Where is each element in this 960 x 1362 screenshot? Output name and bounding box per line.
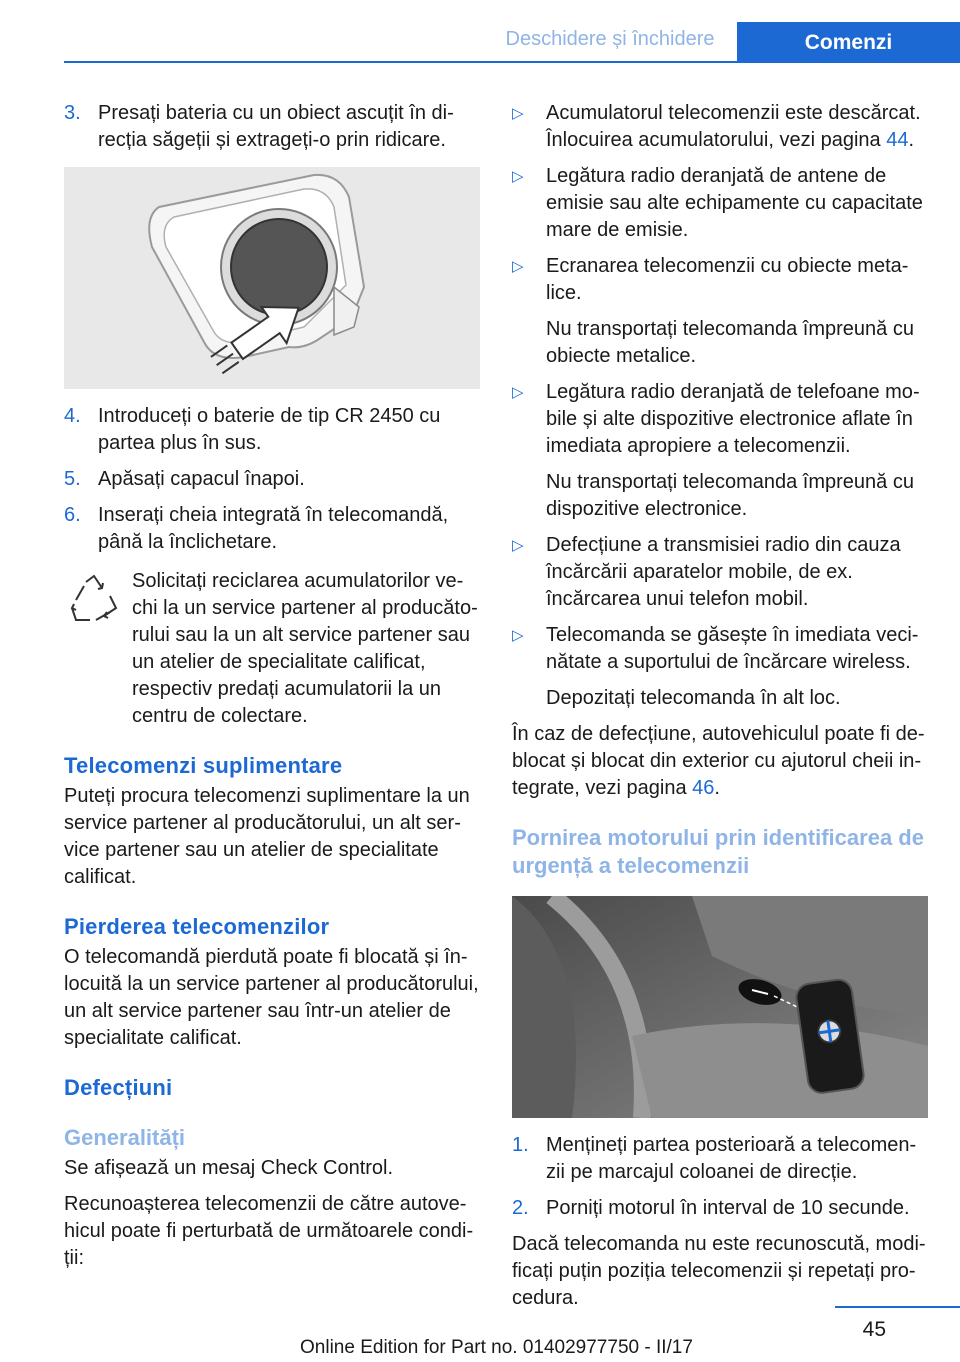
step-text: Porniți motorul în interval de 10 secunde.	[546, 1197, 910, 1219]
step-number: 2.	[512, 1197, 529, 1219]
bullet-triangle-icon: ▷	[512, 537, 524, 554]
page-link-46[interactable]: 46	[692, 777, 715, 799]
punctuation: .	[714, 777, 720, 799]
bullet-text: Defecțiune a transmisiei radio din cauza încărcării aparatelor mobile, de ex. încărcarea unui telefon mobil.	[546, 534, 901, 610]
bullet-triangle-icon: ▷	[512, 105, 524, 122]
bullet-item	[512, 622, 928, 712]
recycle-icon	[64, 572, 122, 630]
page-header	[0, 0, 960, 62]
bullet-triangle-icon: ▷	[512, 258, 524, 275]
paragraph-general-1: Se afișează un mesaj Check Control.	[64, 1157, 394, 1179]
step-text: Presați bateria cu un obiect ascuțit în direcția săgeții și extrageți-o prin ridicare.	[98, 102, 454, 151]
key-battery-illustration	[64, 167, 480, 389]
steering-column-figure	[512, 896, 928, 1118]
heading-defects: Defecțiuni	[64, 1075, 173, 1100]
paragraph-lost-remotes: O telecomandă pierdută poate fi blocată și înlocuită la un service partener al producătorului, un alt service partener sau într-un atelier de specialitate calificat.	[64, 946, 479, 1049]
left-column	[64, 100, 480, 1281]
paragraph-retry: Dacă telecomanda nu este recunoscută, modificați puțin poziția telecomenzii și repetați procedura.	[512, 1233, 926, 1309]
bullet-subtext: Depozitați telecomanda în alt loc.	[546, 687, 841, 709]
paragraph-unlock	[512, 721, 928, 802]
heading-emergency-start: Pornirea motorului prin identificarea de urgență a telecomenzii	[512, 825, 924, 878]
battery-removal-figure	[64, 167, 480, 389]
bullet-text: Telecomanda se găsește în imediata vecinătate a suportului de încărcare wireless.	[546, 624, 919, 673]
paragraph-text: În caz de defecțiune, autovehiculul poate fi deblocat și blocat din exterior cu ajutorul cheii integrate, vezi pagina	[512, 723, 925, 799]
recycling-note	[64, 568, 480, 730]
bullet-subtext: Nu transportați telecomanda împreună cu obiecte metalice.	[546, 318, 914, 367]
step-1	[512, 1132, 928, 1186]
heading-general: Generalități	[64, 1125, 186, 1150]
page-number: 45	[862, 1318, 886, 1341]
bullet-triangle-icon: ▷	[512, 627, 524, 644]
step-number: 3.	[64, 102, 81, 124]
step-number: 1.	[512, 1134, 529, 1156]
bullet-text: Legătura radio deranjată de telefoane mobile și alte dispozitive electronice aflate în imediata apropiere a telecomenzii.	[546, 381, 920, 457]
page-link-44[interactable]: 44	[886, 129, 909, 151]
bullet-item	[512, 163, 928, 244]
header-rule	[64, 61, 960, 63]
step-5	[64, 466, 480, 493]
right-column	[512, 100, 928, 1321]
edition-footer: Online Edition for Part no. 01402977750 - II/17	[300, 1337, 693, 1358]
step-text: Apăsați capacul înapoi.	[98, 468, 305, 490]
bullet-item	[512, 100, 928, 154]
page-number-rule	[835, 1306, 960, 1308]
step-number: 5.	[64, 468, 81, 490]
step-number: 4.	[64, 405, 81, 427]
chapter-tab: Comenzi	[737, 22, 960, 62]
bullet-item	[512, 253, 928, 370]
bullet-subtext: Nu transportați telecomanda împreună cu dispozitive electronice.	[546, 471, 914, 520]
punctuation: .	[908, 129, 915, 151]
paragraph-general-2: Recunoașterea telecomenzii de către autovehicul poate fi perturbată de următoarele condiții:	[64, 1193, 474, 1269]
step-text: Mențineți partea posterioară a telecomenzii pe marcajul coloanei de direcție.	[546, 1134, 917, 1183]
step-6	[64, 502, 480, 556]
heading-lost-remotes: Pierderea telecomenzilor	[64, 914, 330, 939]
heading-extra-remotes: Telecomenzi suplimentare	[64, 753, 343, 778]
bullet-item	[512, 532, 928, 613]
step-2	[512, 1195, 928, 1222]
bullet-triangle-icon: ▷	[512, 168, 524, 185]
step-4	[64, 403, 480, 457]
step-text: Introduceți o baterie de tip CR 2450 cu partea plus în sus.	[98, 405, 441, 454]
steering-column-illustration	[512, 896, 928, 1118]
bullet-text: Ecranarea telecomenzii cu obiecte metalice.	[546, 255, 909, 304]
bullet-text: Legătura radio deranjată de antene de emisie sau alte echipamente cu capacitate mare de emisie.	[546, 165, 923, 241]
step-text: Inserați cheia integrată în telecomandă, până la înclichetare.	[98, 504, 449, 553]
recycle-text: Solicitați reciclarea acumulatorilor vechi la un service partener al producătorului sau la un alt service partener sau un atelier de specialitate calificat, respectiv predați acumulatorii la un centru de colectare.	[132, 570, 478, 727]
bullet-text: Acumulatorul telecomenzii este descărcat. Înlocuirea acumulatorului, vezi pagina	[546, 102, 921, 151]
bullet-triangle-icon: ▷	[512, 384, 524, 401]
step-number: 6.	[64, 504, 81, 526]
step-3	[64, 100, 480, 154]
section-title: Deschidere și închidere	[505, 28, 715, 50]
bullet-item	[512, 379, 928, 523]
paragraph-extra-remotes: Puteți procura telecomenzi suplimentare la un service partener al producătorului, un alt service partener sau un atelier de specialitate calificat.	[64, 785, 470, 888]
